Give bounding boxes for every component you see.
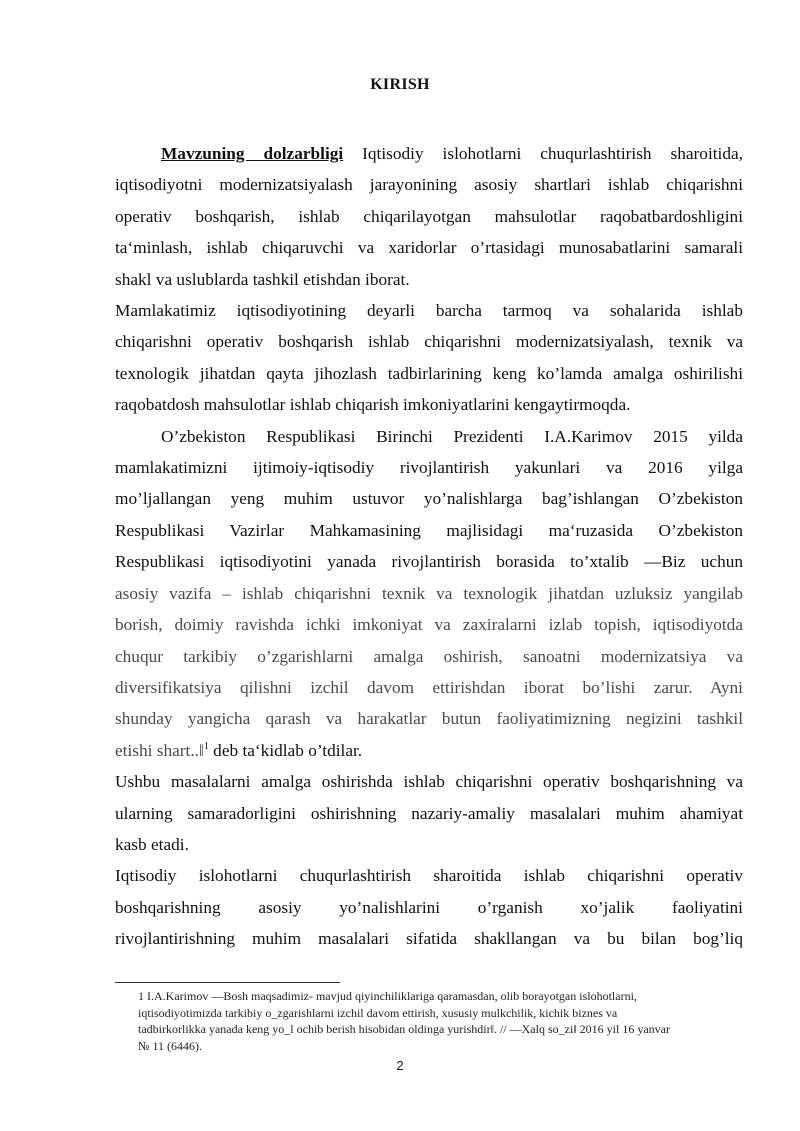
paragraph-line: Respublikasi Vazirlar Mahkamasining majlisidagi ma‘ruzasida O’zbekiston — [115, 520, 743, 540]
paragraph-line: ularning samaradorligini oshirishning nazariy-amaliy masalalari muhim ahamiyat — [115, 803, 743, 823]
paragraph-line: chuqur tarkibiy o’zgarishlarni amalga oshirish, sanoatni modernizatsiya va — [115, 646, 743, 666]
footnote-divider — [115, 982, 340, 983]
paragraph-line: Iqtisodiy islohotlarni chuqurlashtirish sharoitida ishlab chiqarishni operativ — [115, 866, 743, 886]
lead-phrase: Mavzuning dolzarbligi — [161, 144, 344, 163]
footnote-line: iqtisodiyotimizda tarkibiy o_zgarishlarni izchil davom ettirish, xususiy mulkchilik, kichik biznes va — [138, 1005, 618, 1020]
footnote — [138, 988, 743, 1054]
paragraph-line: mo’ljallangan yeng muhim ustuvor yo’nalishlarga bag’ishlangan O’zbekiston — [115, 489, 743, 509]
paragraph-line: mamlakatimizni ijtimoiy-iqtisodiy rivojlantirish yakunlari va 2016 yilga — [115, 458, 743, 478]
paragraph-line: iqtisodiyotni modernizatsiyalash jarayonining asosiy shartlari ishlab chiqarishni — [115, 175, 743, 195]
paragraph-line: chiqarishni operativ boshqarish ishlab chiqarishni modernizatsiyalash, texnik va — [115, 332, 743, 352]
paragraph-line: Ushbu masalalarni amalga oshirishda ishlab chiqarishni operativ boshqarishning va — [115, 772, 743, 792]
paragraph-line: kasb etadi. — [115, 834, 189, 854]
paragraph-line: Mamlakatimiz iqtisodiyotining deyarli barcha tarmoq va sohalarida ishlab — [115, 301, 743, 321]
paragraph-line: ta‘minlash, ishlab chiqaruvchi va xaridorlar o’rtasidagi munosabatlarini samarali — [115, 238, 743, 258]
footnote-line: № 11 (6446). — [138, 1038, 202, 1053]
body-text — [115, 138, 743, 955]
paragraph-line: boshqarishning asosiy yo’nalishlarini o’rganish xo’jalik faoliyatini — [115, 897, 743, 917]
paragraph-line: O’zbekiston Respublikasi Birinchi Prezidenti I.A.Karimov 2015 yilda — [161, 426, 743, 446]
page-number: 2 — [396, 1058, 404, 1073]
paragraph-line: raqobatdosh mahsulotlar ishlab chiqarish imkoniyatlarini kengaytirmoqda. — [115, 395, 631, 415]
paragraph-line: rivojlantirishning muhim masalalari sifatida shakllangan va bu bilan bog’liq — [115, 929, 743, 949]
paragraph-line: operativ boshqarish, ishlab chiqarilayotgan mahsulotlar raqobatbardoshligini — [115, 206, 743, 226]
paragraph-line: borish, doimiy ravishda ichki imkoniyat va zaxiralarni izlab topish, iqtisodiyotda — [115, 615, 743, 635]
paragraph-line: Respublikasi iqtisodiyotini yanada rivojlantirish borasida to’xtalib ―Biz uchun — [115, 552, 743, 572]
footnote-line: 1 I.A.Karimov ―Bosh maqsadimiz- mavjud qiyinchiliklariga qaramasdan, olib borayotgan islohotlarni, — [138, 989, 637, 1003]
paragraph-line: texnologik jihatdan qayta jihozlash tadbirlarining keng ko’lamda amalga oshirilishi — [115, 363, 743, 383]
footnote-reference[interactable]: 1 — [203, 740, 209, 752]
paragraph-line: Mavzuning dolzarbligi Iqtisodiy islohotlarni chuqurlashtirish sharoitida, — [161, 144, 743, 163]
paragraph-line: etishi shart..‖$^1$ deb ta‘kidlab o’tdilar. — [115, 740, 363, 760]
paragraph-line: diversifikatsiya qilishni izchil davom ettirishdan iborat bo’lishi zarur. Ayni — [115, 677, 743, 697]
paragraph-line: asosiy vazifa – ishlab chiqarishni texnik va texnologik jihatdan uzluksiz yangilab — [115, 583, 743, 603]
footnote-line: tadbirkorlikka yanada keng yo_l ochib berish hisobidan oldinga yurishdir‖. // ―Xalq so_zi‖ 2016 yil 16 yanvar — [138, 1022, 670, 1036]
paragraph-line: shakl va uslublarda tashkil etishdan iborat. — [115, 269, 410, 289]
paragraph-line: shunday yangicha qarash va harakatlar butun faoliyatimizning negizini tashkil — [115, 709, 743, 729]
section-heading: KIRISH — [370, 76, 430, 93]
